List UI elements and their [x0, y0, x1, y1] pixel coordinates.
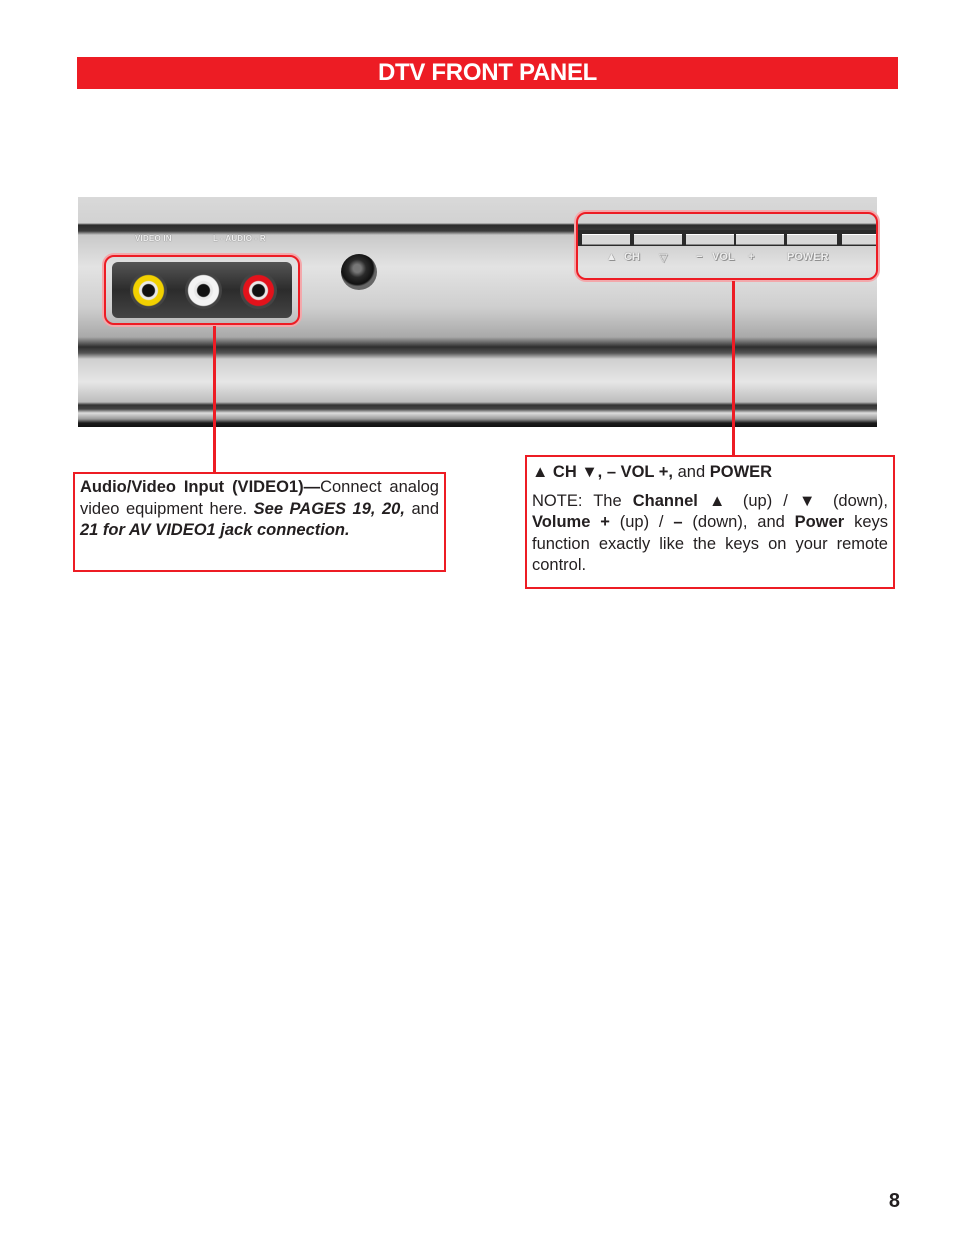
power-key	[787, 234, 837, 245]
audio-left-jack-white	[185, 272, 222, 309]
note-channel: Channel	[632, 491, 698, 510]
video-in-label: VIDEO IN	[135, 234, 172, 243]
callout-av-ref-see: See PAGES 19, 20,	[253, 499, 405, 518]
callout-keys-note	[532, 491, 888, 577]
note-power: Power	[794, 513, 845, 531]
ch-down-key	[634, 234, 682, 245]
callout-av-ref-and: and	[411, 499, 439, 518]
audio-label: L - AUDIO - R	[213, 234, 266, 243]
callout-control-keys	[525, 455, 895, 589]
note-down-text-2: (down), and	[692, 513, 785, 531]
ch-down-symbol: ▽	[659, 252, 668, 264]
note-down-text: (down),	[832, 491, 888, 510]
section-title-bar	[77, 57, 898, 89]
vol-label: VOL	[712, 251, 735, 263]
jack-plate	[112, 262, 292, 318]
leader-line-av	[213, 326, 216, 472]
callout-keys-heading	[532, 462, 888, 484]
callout-keys-heading-part1: ▲ CH ▼, – VOL +,	[532, 463, 674, 481]
note-volume-plus: Volume +	[532, 513, 610, 531]
vol-minus-symbol: −	[696, 251, 703, 263]
callout-keys-heading-and: and	[677, 463, 706, 481]
callout-av-text	[80, 477, 439, 542]
note-tail: keys function exactly like the keys on your remote control.	[532, 513, 888, 574]
leader-line-keys	[732, 281, 735, 455]
ir-sensor-icon	[341, 254, 377, 290]
ch-label: CH	[624, 251, 640, 263]
page-title: DTV FRONT PANEL	[377, 59, 598, 86]
extra-key	[842, 234, 878, 245]
vol-plus-symbol: +	[748, 251, 755, 263]
vol-minus-key	[686, 234, 734, 245]
note-up-symbol: ▲	[708, 491, 732, 510]
power-label: POWER	[787, 251, 829, 263]
ch-up-symbol: ▲	[606, 251, 617, 263]
note-prefix: NOTE: The	[532, 491, 622, 510]
callout-av-body: Connect analog video equipment here.	[80, 478, 439, 518]
video-jack-yellow	[130, 272, 167, 309]
callout-keys-heading-part2: POWER	[709, 463, 773, 481]
page-number: 8	[888, 1190, 900, 1212]
audio-right-jack-red	[240, 272, 277, 309]
ch-up-key	[582, 234, 630, 245]
control-keys-highlight	[576, 212, 878, 280]
callout-av-input	[73, 472, 446, 572]
note-up-text-2: (up) /	[619, 513, 664, 531]
callout-av-ref-tail: 21 for AV VIDEO1 jack connection.	[80, 521, 350, 539]
note-down-symbol: ▼	[799, 491, 822, 510]
callout-av-heading: Audio/Video Input (VIDEO1)—	[80, 478, 321, 496]
note-up-text: (up) /	[742, 491, 788, 510]
vol-plus-key	[736, 234, 784, 245]
note-minus: –	[673, 513, 683, 531]
av-input-jacks-highlight	[104, 255, 300, 325]
